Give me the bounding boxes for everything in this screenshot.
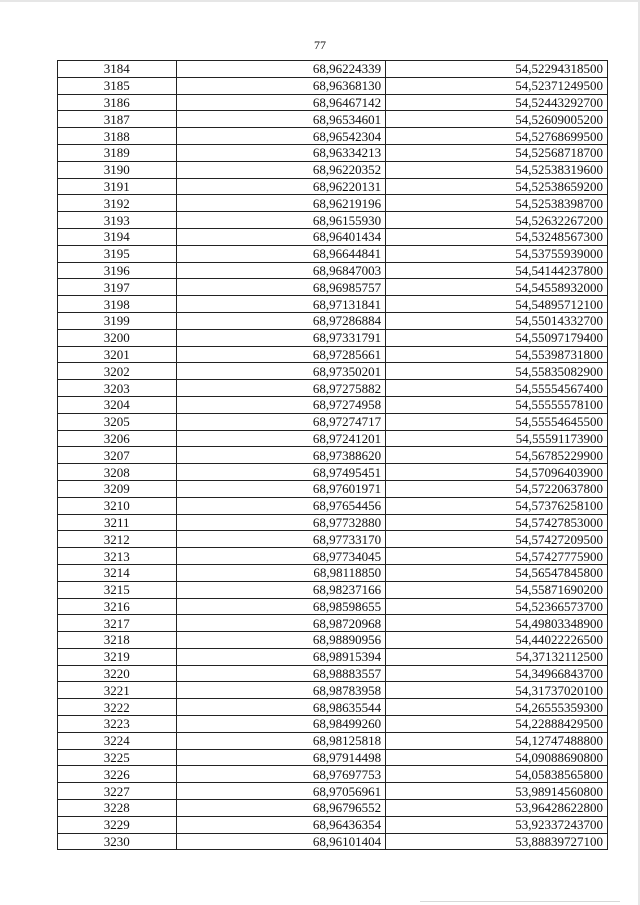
table-row — [58, 61, 608, 78]
x-coordinate-cell: 68,97601971 — [176, 480, 386, 497]
point-number-cell: 3215 — [58, 581, 177, 598]
point-number-cell: 3190 — [58, 161, 177, 178]
point-number-cell: 3200 — [58, 329, 177, 346]
x-coordinate-cell: 68,97274958 — [176, 396, 386, 413]
x-coordinate-cell: 68,98890956 — [176, 632, 386, 649]
y-coordinate-cell: 54,52632267200 — [386, 212, 608, 229]
point-number-cell: 3206 — [58, 430, 177, 447]
table-row — [58, 212, 608, 229]
point-number-cell: 3185 — [58, 77, 177, 94]
point-number-cell: 3230 — [58, 833, 177, 850]
point-number-cell: 3228 — [58, 800, 177, 817]
point-number-cell: 3196 — [58, 262, 177, 279]
x-coordinate-cell: 68,97732880 — [176, 514, 386, 531]
point-number-cell: 3191 — [58, 178, 177, 195]
y-coordinate-cell: 54,55554645500 — [386, 413, 608, 430]
y-coordinate-cell: 54,44022226500 — [386, 632, 608, 649]
point-number-cell: 3204 — [58, 396, 177, 413]
x-coordinate-cell: 68,96368130 — [176, 77, 386, 94]
y-coordinate-cell: 54,52538319600 — [386, 161, 608, 178]
table-row — [58, 548, 608, 565]
table-row — [58, 77, 608, 94]
x-coordinate-cell: 68,97275882 — [176, 380, 386, 397]
point-number-cell: 3227 — [58, 783, 177, 800]
coordinates-table-body — [58, 61, 608, 850]
point-number-cell: 3211 — [58, 514, 177, 531]
y-coordinate-cell: 54,57427853000 — [386, 514, 608, 531]
table-row — [58, 648, 608, 665]
table-row — [58, 228, 608, 245]
y-coordinate-cell: 54,05838565800 — [386, 766, 608, 783]
y-coordinate-cell: 54,57096403900 — [386, 464, 608, 481]
x-coordinate-cell: 68,97495451 — [176, 464, 386, 481]
table-row — [58, 682, 608, 699]
x-coordinate-cell: 68,98237166 — [176, 581, 386, 598]
point-number-cell: 3186 — [58, 94, 177, 111]
point-number-cell: 3223 — [58, 716, 177, 733]
y-coordinate-cell: 54,55014332700 — [386, 312, 608, 329]
y-coordinate-cell: 54,57427209500 — [386, 531, 608, 548]
table-row — [58, 245, 608, 262]
point-number-cell: 3187 — [58, 111, 177, 128]
y-coordinate-cell: 54,37132112500 — [386, 648, 608, 665]
y-coordinate-cell: 53,88839727100 — [386, 833, 608, 850]
x-coordinate-cell: 68,97697753 — [176, 766, 386, 783]
table-row — [58, 161, 608, 178]
y-coordinate-cell: 54,26555359300 — [386, 699, 608, 716]
y-coordinate-cell: 54,55835082900 — [386, 363, 608, 380]
x-coordinate-cell: 68,98883557 — [176, 665, 386, 682]
x-coordinate-cell: 68,98598655 — [176, 598, 386, 615]
table-row — [58, 396, 608, 413]
y-coordinate-cell: 54,53248567300 — [386, 228, 608, 245]
table-row — [58, 296, 608, 313]
point-number-cell: 3219 — [58, 648, 177, 665]
x-coordinate-cell: 68,98783958 — [176, 682, 386, 699]
x-coordinate-cell: 68,96401434 — [176, 228, 386, 245]
table-row — [58, 816, 608, 833]
point-number-cell: 3214 — [58, 564, 177, 581]
table-row — [58, 430, 608, 447]
point-number-cell: 3202 — [58, 363, 177, 380]
table-row — [58, 144, 608, 161]
point-number-cell: 3213 — [58, 548, 177, 565]
point-number-cell: 3198 — [58, 296, 177, 313]
point-number-cell: 3189 — [58, 144, 177, 161]
x-coordinate-cell: 68,97388620 — [176, 447, 386, 464]
y-coordinate-cell: 54,22888429500 — [386, 716, 608, 733]
point-number-cell: 3221 — [58, 682, 177, 699]
y-coordinate-cell: 54,55871690200 — [386, 581, 608, 598]
table-row — [58, 833, 608, 850]
point-number-cell: 3222 — [58, 699, 177, 716]
x-coordinate-cell: 68,98720968 — [176, 615, 386, 632]
y-coordinate-cell: 54,55555578100 — [386, 396, 608, 413]
table-row — [58, 262, 608, 279]
table-row — [58, 531, 608, 548]
table-row — [58, 380, 608, 397]
point-number-cell: 3188 — [58, 128, 177, 145]
x-coordinate-cell: 68,97286884 — [176, 312, 386, 329]
y-coordinate-cell: 54,54144237800 — [386, 262, 608, 279]
y-coordinate-cell: 53,92337243700 — [386, 816, 608, 833]
y-coordinate-cell: 54,52568718700 — [386, 144, 608, 161]
table-row — [58, 632, 608, 649]
x-coordinate-cell: 68,97350201 — [176, 363, 386, 380]
table-row — [58, 564, 608, 581]
x-coordinate-cell: 68,97654456 — [176, 497, 386, 514]
x-coordinate-cell: 68,96467142 — [176, 94, 386, 111]
y-coordinate-cell: 53,98914560800 — [386, 783, 608, 800]
y-coordinate-cell: 54,52371249500 — [386, 77, 608, 94]
y-coordinate-cell: 54,52538659200 — [386, 178, 608, 195]
y-coordinate-cell: 54,57376258100 — [386, 497, 608, 514]
point-number-cell: 3224 — [58, 732, 177, 749]
y-coordinate-cell: 54,09088690800 — [386, 749, 608, 766]
y-coordinate-cell: 54,52294318500 — [386, 61, 608, 78]
y-coordinate-cell: 54,52366573700 — [386, 598, 608, 615]
table-row — [58, 581, 608, 598]
x-coordinate-cell: 68,97914498 — [176, 749, 386, 766]
x-coordinate-cell: 68,96220352 — [176, 161, 386, 178]
point-number-cell: 3216 — [58, 598, 177, 615]
y-coordinate-cell: 54,49803348900 — [386, 615, 608, 632]
y-coordinate-cell: 54,55554567400 — [386, 380, 608, 397]
table-row — [58, 766, 608, 783]
y-coordinate-cell: 54,52538398700 — [386, 195, 608, 212]
table-row — [58, 346, 608, 363]
scan-edge-top — [0, 0, 640, 2]
table-row — [58, 699, 608, 716]
x-coordinate-cell: 68,96542304 — [176, 128, 386, 145]
y-coordinate-cell: 54,12747488800 — [386, 732, 608, 749]
x-coordinate-cell: 68,96155930 — [176, 212, 386, 229]
table-row — [58, 665, 608, 682]
point-number-cell: 3225 — [58, 749, 177, 766]
table-row — [58, 514, 608, 531]
y-coordinate-cell: 54,52768699500 — [386, 128, 608, 145]
x-coordinate-cell: 68,96219196 — [176, 195, 386, 212]
y-coordinate-cell: 54,31737020100 — [386, 682, 608, 699]
y-coordinate-cell: 54,55398731800 — [386, 346, 608, 363]
x-coordinate-cell: 68,97331791 — [176, 329, 386, 346]
point-number-cell: 3208 — [58, 464, 177, 481]
x-coordinate-cell: 68,98499260 — [176, 716, 386, 733]
x-coordinate-cell: 68,98125818 — [176, 732, 386, 749]
y-coordinate-cell: 54,57427775900 — [386, 548, 608, 565]
x-coordinate-cell: 68,96847003 — [176, 262, 386, 279]
point-number-cell: 3197 — [58, 279, 177, 296]
coordinates-table — [57, 60, 608, 850]
point-number-cell: 3210 — [58, 497, 177, 514]
table-row — [58, 783, 608, 800]
x-coordinate-cell: 68,96101404 — [176, 833, 386, 850]
table-row — [58, 312, 608, 329]
point-number-cell: 3207 — [58, 447, 177, 464]
x-coordinate-cell: 68,96644841 — [176, 245, 386, 262]
table-row — [58, 615, 608, 632]
y-coordinate-cell: 54,55097179400 — [386, 329, 608, 346]
point-number-cell: 3203 — [58, 380, 177, 397]
point-number-cell: 3201 — [58, 346, 177, 363]
point-number-cell: 3193 — [58, 212, 177, 229]
table-row — [58, 178, 608, 195]
x-coordinate-cell: 68,96220131 — [176, 178, 386, 195]
y-coordinate-cell: 54,53755939000 — [386, 245, 608, 262]
x-coordinate-cell: 68,96436354 — [176, 816, 386, 833]
y-coordinate-cell: 54,55591173900 — [386, 430, 608, 447]
x-coordinate-cell: 68,96224339 — [176, 61, 386, 78]
point-number-cell: 3194 — [58, 228, 177, 245]
y-coordinate-cell: 53,96428622800 — [386, 800, 608, 817]
x-coordinate-cell: 68,97056961 — [176, 783, 386, 800]
table-row — [58, 111, 608, 128]
y-coordinate-cell: 54,57220637800 — [386, 480, 608, 497]
scan-edge-bottom — [420, 901, 620, 902]
point-number-cell: 3209 — [58, 480, 177, 497]
table-row — [58, 447, 608, 464]
x-coordinate-cell: 68,97131841 — [176, 296, 386, 313]
x-coordinate-cell: 68,96334213 — [176, 144, 386, 161]
x-coordinate-cell: 68,98118850 — [176, 564, 386, 581]
table-row — [58, 94, 608, 111]
x-coordinate-cell: 68,97733170 — [176, 531, 386, 548]
x-coordinate-cell: 68,97734045 — [176, 548, 386, 565]
x-coordinate-cell: 68,96534601 — [176, 111, 386, 128]
point-number-cell: 3217 — [58, 615, 177, 632]
x-coordinate-cell: 68,97241201 — [176, 430, 386, 447]
y-coordinate-cell: 54,52443292700 — [386, 94, 608, 111]
x-coordinate-cell: 68,98635544 — [176, 699, 386, 716]
table-row — [58, 464, 608, 481]
y-coordinate-cell: 54,54558932000 — [386, 279, 608, 296]
y-coordinate-cell: 54,52609005200 — [386, 111, 608, 128]
point-number-cell: 3226 — [58, 766, 177, 783]
table-row — [58, 800, 608, 817]
table-row — [58, 732, 608, 749]
x-coordinate-cell: 68,97274717 — [176, 413, 386, 430]
x-coordinate-cell: 68,96796552 — [176, 800, 386, 817]
point-number-cell: 3192 — [58, 195, 177, 212]
x-coordinate-cell: 68,97285661 — [176, 346, 386, 363]
table-row — [58, 279, 608, 296]
table-row — [58, 195, 608, 212]
page-number: 77 — [314, 38, 326, 52]
y-coordinate-cell: 54,56785229900 — [386, 447, 608, 464]
y-coordinate-cell: 54,34966843700 — [386, 665, 608, 682]
point-number-cell: 3199 — [58, 312, 177, 329]
x-coordinate-cell: 68,96985757 — [176, 279, 386, 296]
table-row — [58, 497, 608, 514]
table-row — [58, 749, 608, 766]
y-coordinate-cell: 54,54895712100 — [386, 296, 608, 313]
point-number-cell: 3220 — [58, 665, 177, 682]
table-row — [58, 413, 608, 430]
table-row — [58, 480, 608, 497]
point-number-cell: 3212 — [58, 531, 177, 548]
table-row — [58, 716, 608, 733]
table-row — [58, 363, 608, 380]
point-number-cell: 3218 — [58, 632, 177, 649]
point-number-cell: 3229 — [58, 816, 177, 833]
table-row — [58, 128, 608, 145]
x-coordinate-cell: 68,98915394 — [176, 648, 386, 665]
point-number-cell: 3205 — [58, 413, 177, 430]
table-row — [58, 329, 608, 346]
y-coordinate-cell: 54,56547845800 — [386, 564, 608, 581]
table-row — [58, 598, 608, 615]
point-number-cell: 3184 — [58, 61, 177, 78]
point-number-cell: 3195 — [58, 245, 177, 262]
